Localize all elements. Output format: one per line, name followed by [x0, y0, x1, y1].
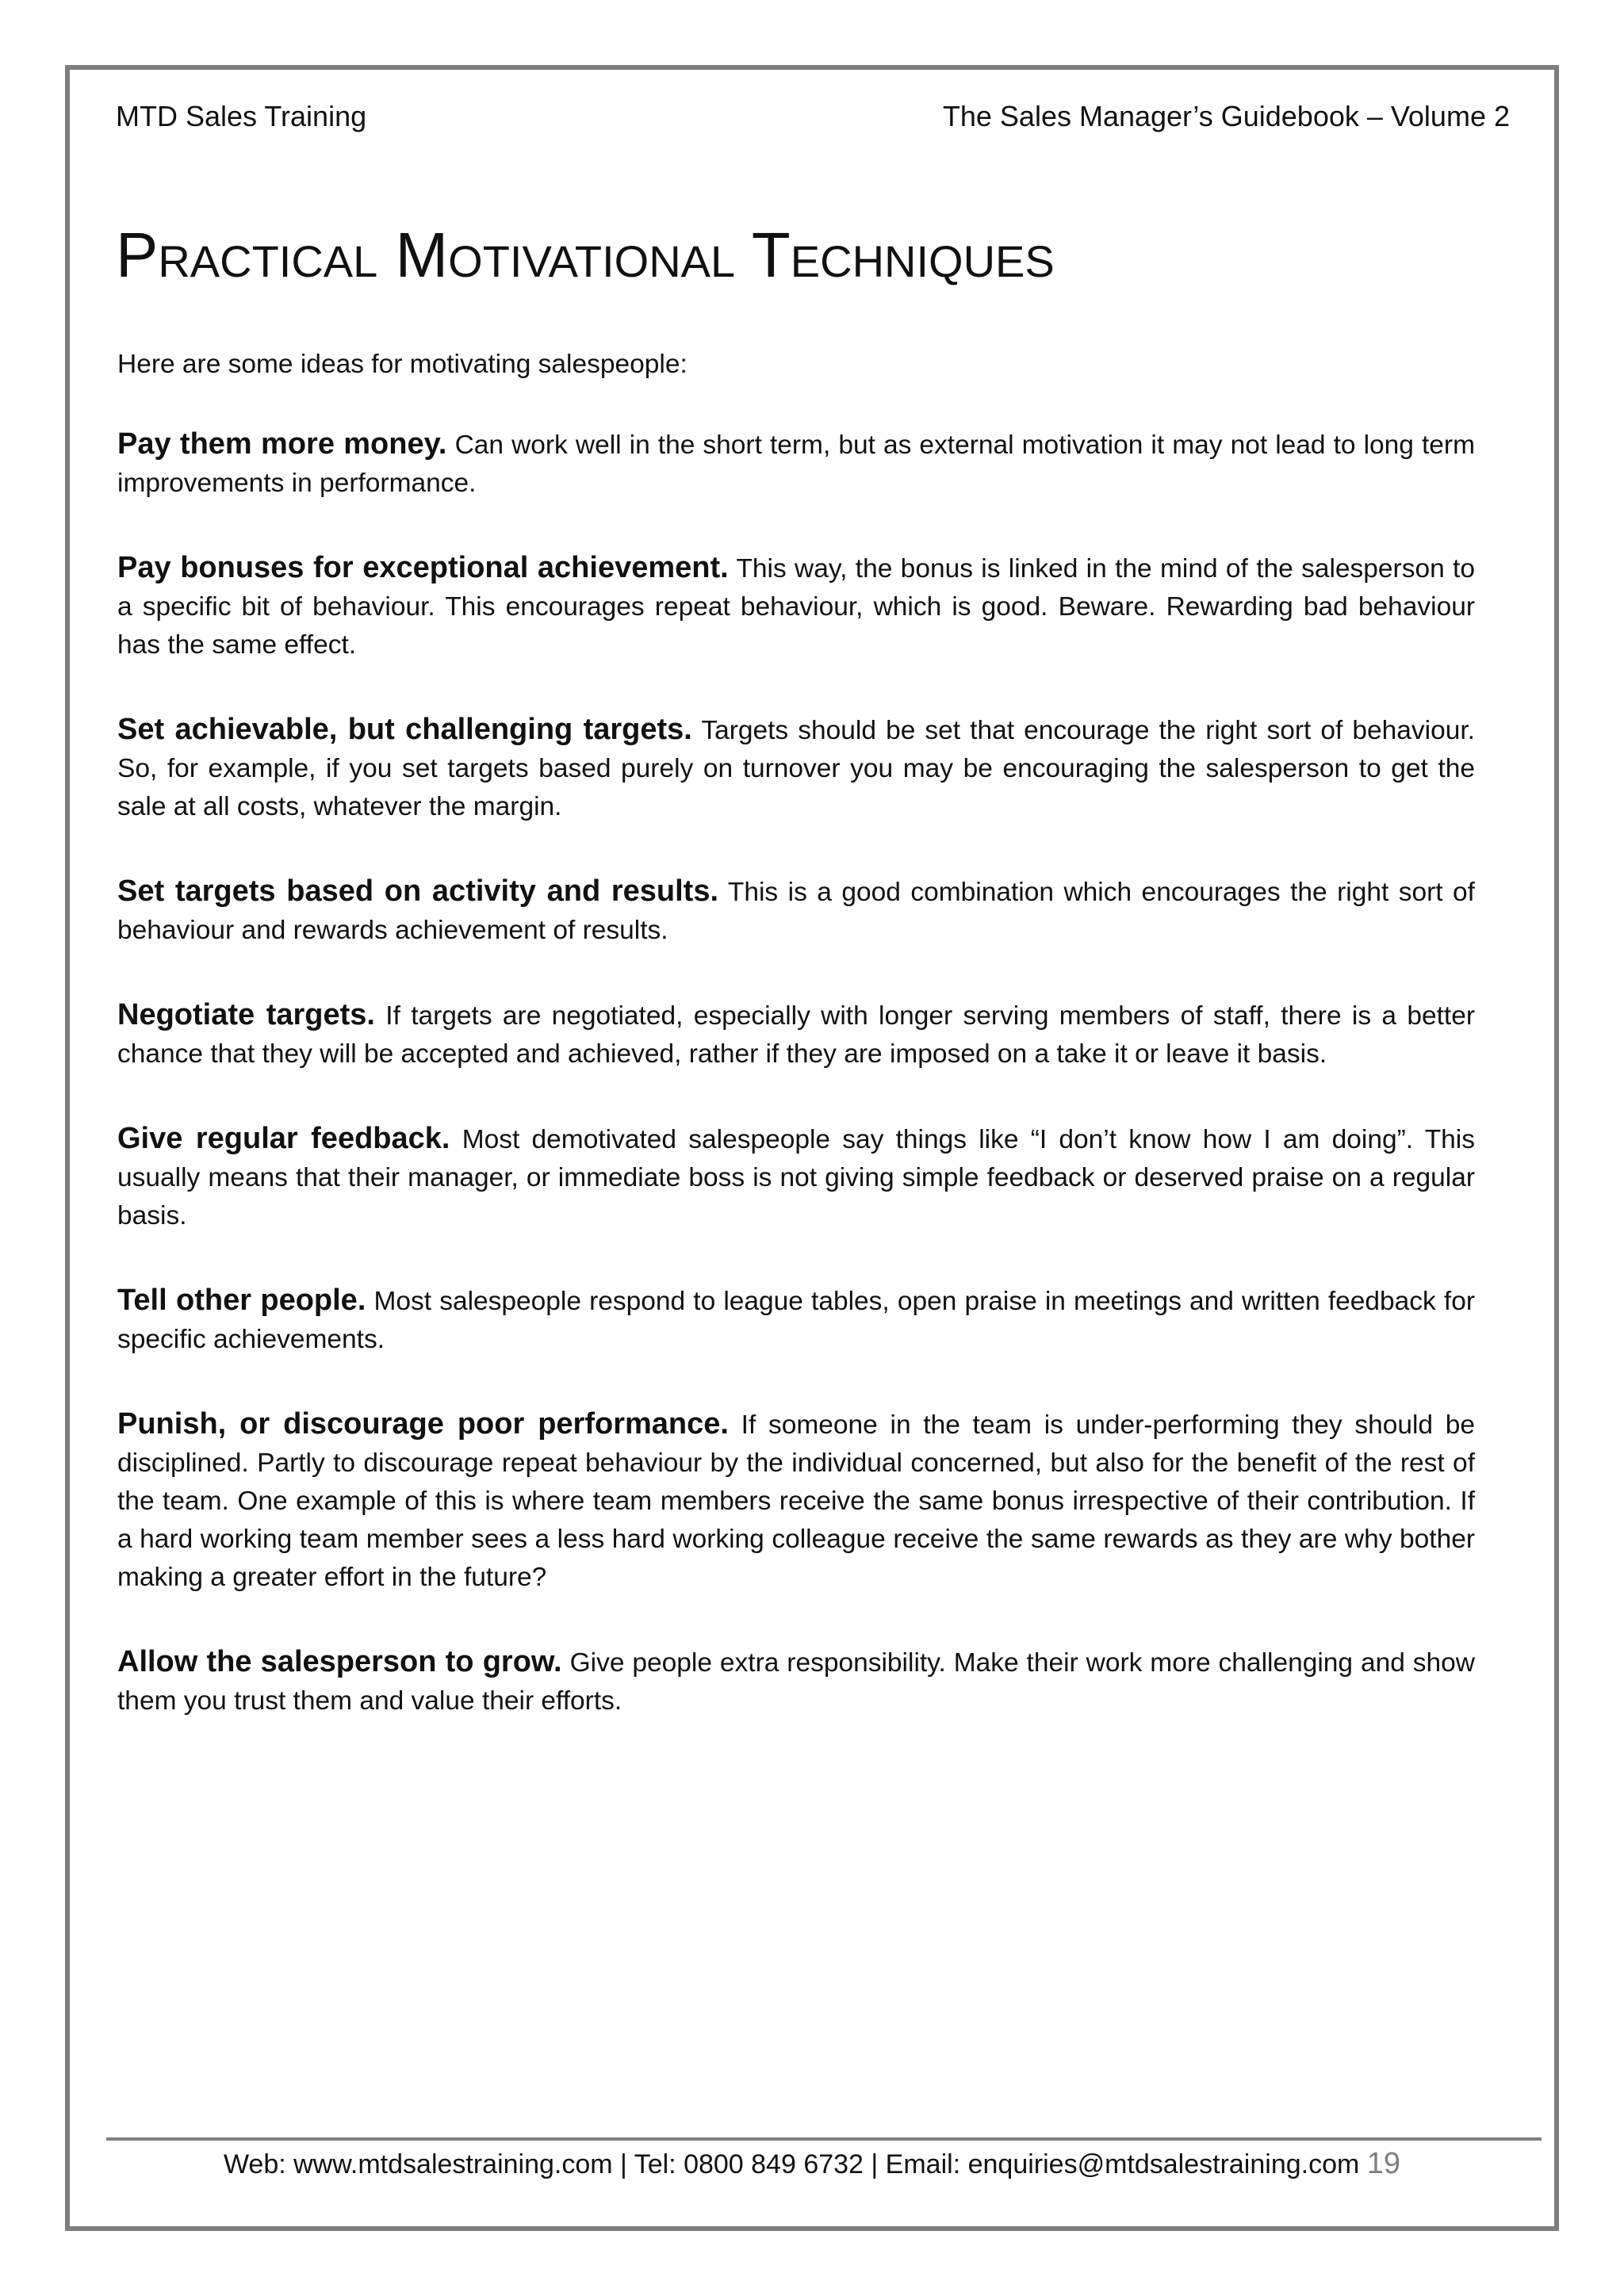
technique-item	[117, 425, 1475, 503]
technique-heading: Pay them more money.	[117, 427, 447, 461]
page-number: 19	[1366, 2147, 1401, 2180]
technique-heading: Allow the salesperson to grow.	[117, 1645, 562, 1678]
footer-divider	[106, 2137, 1542, 2141]
technique-heading: Pay bonuses for exceptional achievement.	[117, 551, 729, 584]
main-content	[117, 346, 1475, 1766]
technique-body: This is a good combination which encourages the right sort of behaviour and rewards achievement of results.	[117, 878, 1475, 945]
technique-heading: Give regular feedback.	[117, 1122, 450, 1155]
technique-body: This way, the bonus is linked in the mind of the salesperson to a specific bit of behaviour. This encourages repeat behaviour, which is good. Beware. Rewarding bad behaviour has the same effect.	[117, 554, 1475, 660]
technique-body: Most salespeople respond to league tables, open praise in meetings and written feedback for specific achievements.	[117, 1287, 1475, 1354]
technique-body: Most demotivated salespeople say things like “I don’t know how I am doing”. This usually means that their manager, or immediate boss is not giving simple feedback or deserved praise on a regular basis.	[117, 1125, 1476, 1230]
technique-body: If someone in the team is under-performing they should be disciplined. Partly to discourage repeat behaviour by the individual concerned, but also for the benefit of the rest of the team. One example of this is where team members receive the same bonus irrespective of their contribution. If a hard working team member sees a less hard working colleague receive the same rewards as they are why bother making a greater effort in the future?	[117, 1410, 1475, 1592]
header-book-title: The Sales Manager’s Guidebook – Volume 2	[942, 100, 1510, 132]
footer-contact: Web: www.mtdsalestraining.com | Tel: 0800 849 6732 | Email: enquiries@mtdsalestraining.com	[223, 2149, 1360, 2179]
technique-item	[117, 1281, 1475, 1359]
technique-body: Give people extra responsibility. Make their work more challenging and show them you trust them and value their efforts.	[117, 1648, 1476, 1716]
technique-heading: Negotiate targets.	[117, 998, 375, 1031]
technique-body: Can work well in the short term, but as external motivation it may not lead to long term improvements in performance.	[117, 430, 1475, 498]
header-company: MTD Sales Training	[116, 100, 367, 132]
technique-item	[117, 996, 1475, 1073]
technique-item	[117, 710, 1475, 826]
page-title: Practical Motivational Techniques	[116, 220, 1055, 290]
technique-item	[117, 1405, 1475, 1597]
technique-item	[117, 872, 1475, 950]
technique-body: Targets should be set that encourage the right sort of behaviour. So, for example, if you set targets based purely on turnover you may be encouraging the salesperson to get the sale at all costs, whatever the margin.	[117, 716, 1475, 821]
technique-heading: Punish, or discourage poor performance.	[117, 1407, 729, 1441]
technique-item	[117, 549, 1475, 664]
technique-heading: Set achievable, but challenging targets.	[117, 713, 692, 746]
technique-heading: Tell other people.	[117, 1284, 366, 1317]
footer	[0, 2147, 1624, 2181]
technique-item	[117, 1643, 1475, 1720]
technique-heading: Set targets based on activity and results.	[117, 874, 719, 908]
intro-text: Here are some ideas for motivating salespeople:	[117, 350, 688, 379]
technique-body: If targets are negotiated, especially with longer serving members of staff, there is a better chance that they will be accepted and achieved, rather if they are imposed on a take it or leave it basis.	[117, 1001, 1475, 1069]
technique-item	[117, 1119, 1475, 1235]
